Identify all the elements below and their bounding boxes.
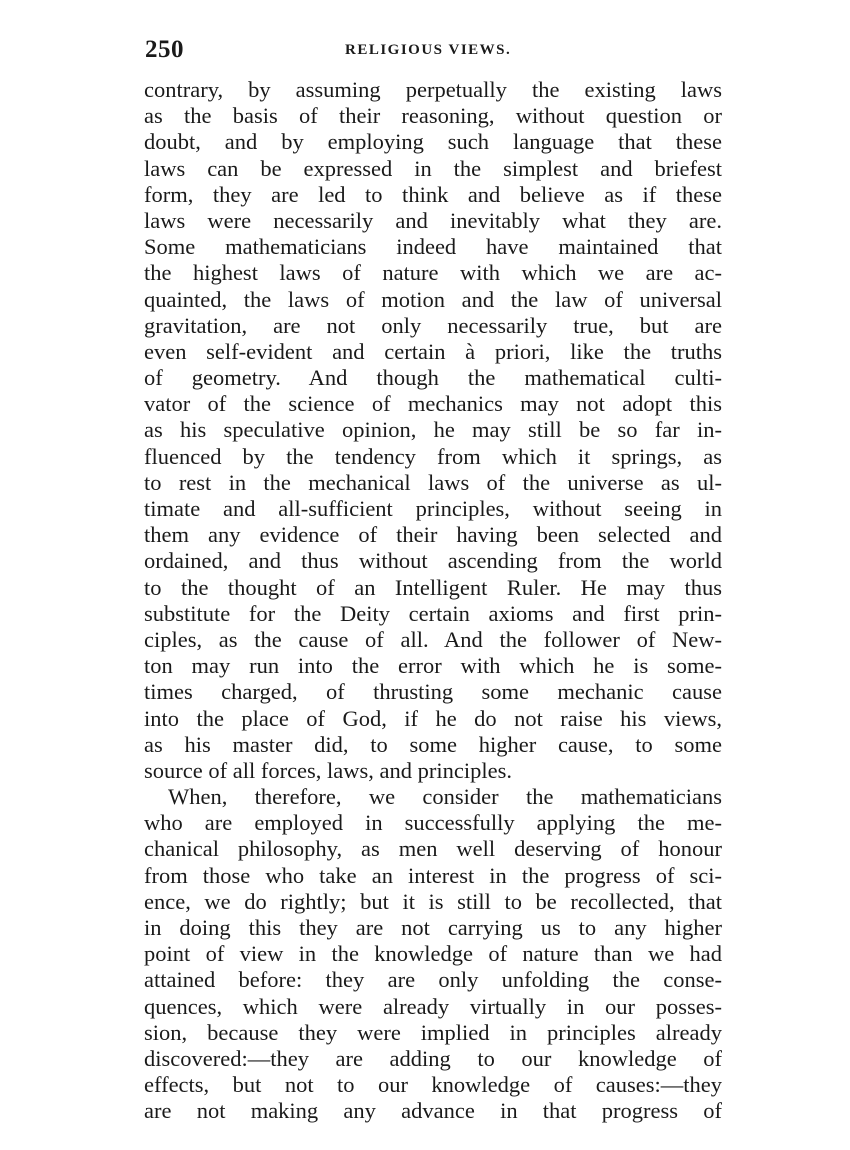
text-line: point of view in the knowledge of nature than we had xyxy=(144,941,722,967)
text-line: even self-evident and certain à priori, like the truths xyxy=(144,338,722,364)
text-line: substitute for the Deity certain axioms and first prin- xyxy=(144,600,722,626)
text-line: When, therefore, we consider the mathematicians xyxy=(168,784,722,810)
text-line: ton may run into the error with which he is some- xyxy=(144,653,722,679)
text-line: vator of the science of mechanics may not adopt this xyxy=(144,391,722,417)
text-line: Some mathematicians indeed have maintained that xyxy=(144,234,722,260)
text-line: fluenced by the tendency from which it springs, as xyxy=(144,443,722,469)
text-line: laws were necessarily and inevitably what they are. xyxy=(144,207,722,233)
text-line: effects, but not to our knowledge of causes:—they xyxy=(144,1072,722,1098)
text-line: ence, we do rightly; but it is still to be recollected, that xyxy=(144,888,722,914)
body-text xyxy=(144,77,722,1125)
text-line: chanical philosophy, as men well deserving of honour xyxy=(144,836,722,862)
text-line: attained before: they are only unfolding the conse- xyxy=(144,967,722,993)
text-line: who are employed in successfully applying the me- xyxy=(144,810,722,836)
text-line: are not making any advance in that progress of xyxy=(144,1098,722,1124)
text-line: to the thought of an Intelligent Ruler. He may thus xyxy=(144,574,722,600)
text-line: as the basis of their reasoning, without question or xyxy=(144,103,722,129)
text-line: ciples, as the cause of all. And the follower of New- xyxy=(144,626,722,652)
text-line: times charged, of thrusting some mechanic cause xyxy=(144,679,722,705)
text-line: ordained, and thus without ascending from the world xyxy=(144,548,722,574)
text-line: sion, because they were implied in principles already xyxy=(144,1019,722,1045)
text-line: as his master did, to some higher cause, to some xyxy=(144,731,722,757)
text-line: quainted, the laws of motion and the law of universal xyxy=(144,286,722,312)
text-line: quences, which were already virtually in our posses- xyxy=(144,993,722,1019)
text-line: laws can be expressed in the simplest and briefest xyxy=(144,155,722,181)
running-head: RELIGIOUS VIEWS. xyxy=(345,42,512,58)
text-line: to rest in the mechanical laws of the universe as ul- xyxy=(144,469,722,495)
text-line: in doing this they are not carrying us to any higher xyxy=(144,915,722,940)
text-line: doubt, and by employing such language that these xyxy=(144,129,722,155)
page-number: 250 xyxy=(145,36,184,63)
text-line: discovered:—they are adding to our knowledge of xyxy=(144,1045,722,1071)
text-line: them any evidence of their having been selected and xyxy=(144,522,722,548)
text-line: of geometry. And though the mathematical culti- xyxy=(144,365,722,391)
page-header xyxy=(145,36,720,66)
text-line: as his speculative opinion, he may still be so far in- xyxy=(144,417,722,443)
text-line: gravitation, are not only necessarily true, but are xyxy=(144,312,722,338)
text-line: into the place of God, if he do not raise his views, xyxy=(144,705,722,731)
text-line: timate and all-sufficient principles, without seeing in xyxy=(144,496,722,521)
text-line: contrary, by assuming perpetually the existing laws xyxy=(144,77,722,102)
text-line: source of all forces, laws, and principles. xyxy=(144,757,512,783)
text-line: from those who take an interest in the progress of sci- xyxy=(144,862,722,888)
text-line: form, they are led to think and believe as if these xyxy=(144,181,722,207)
text-line: the highest laws of nature with which we are ac- xyxy=(144,260,722,286)
